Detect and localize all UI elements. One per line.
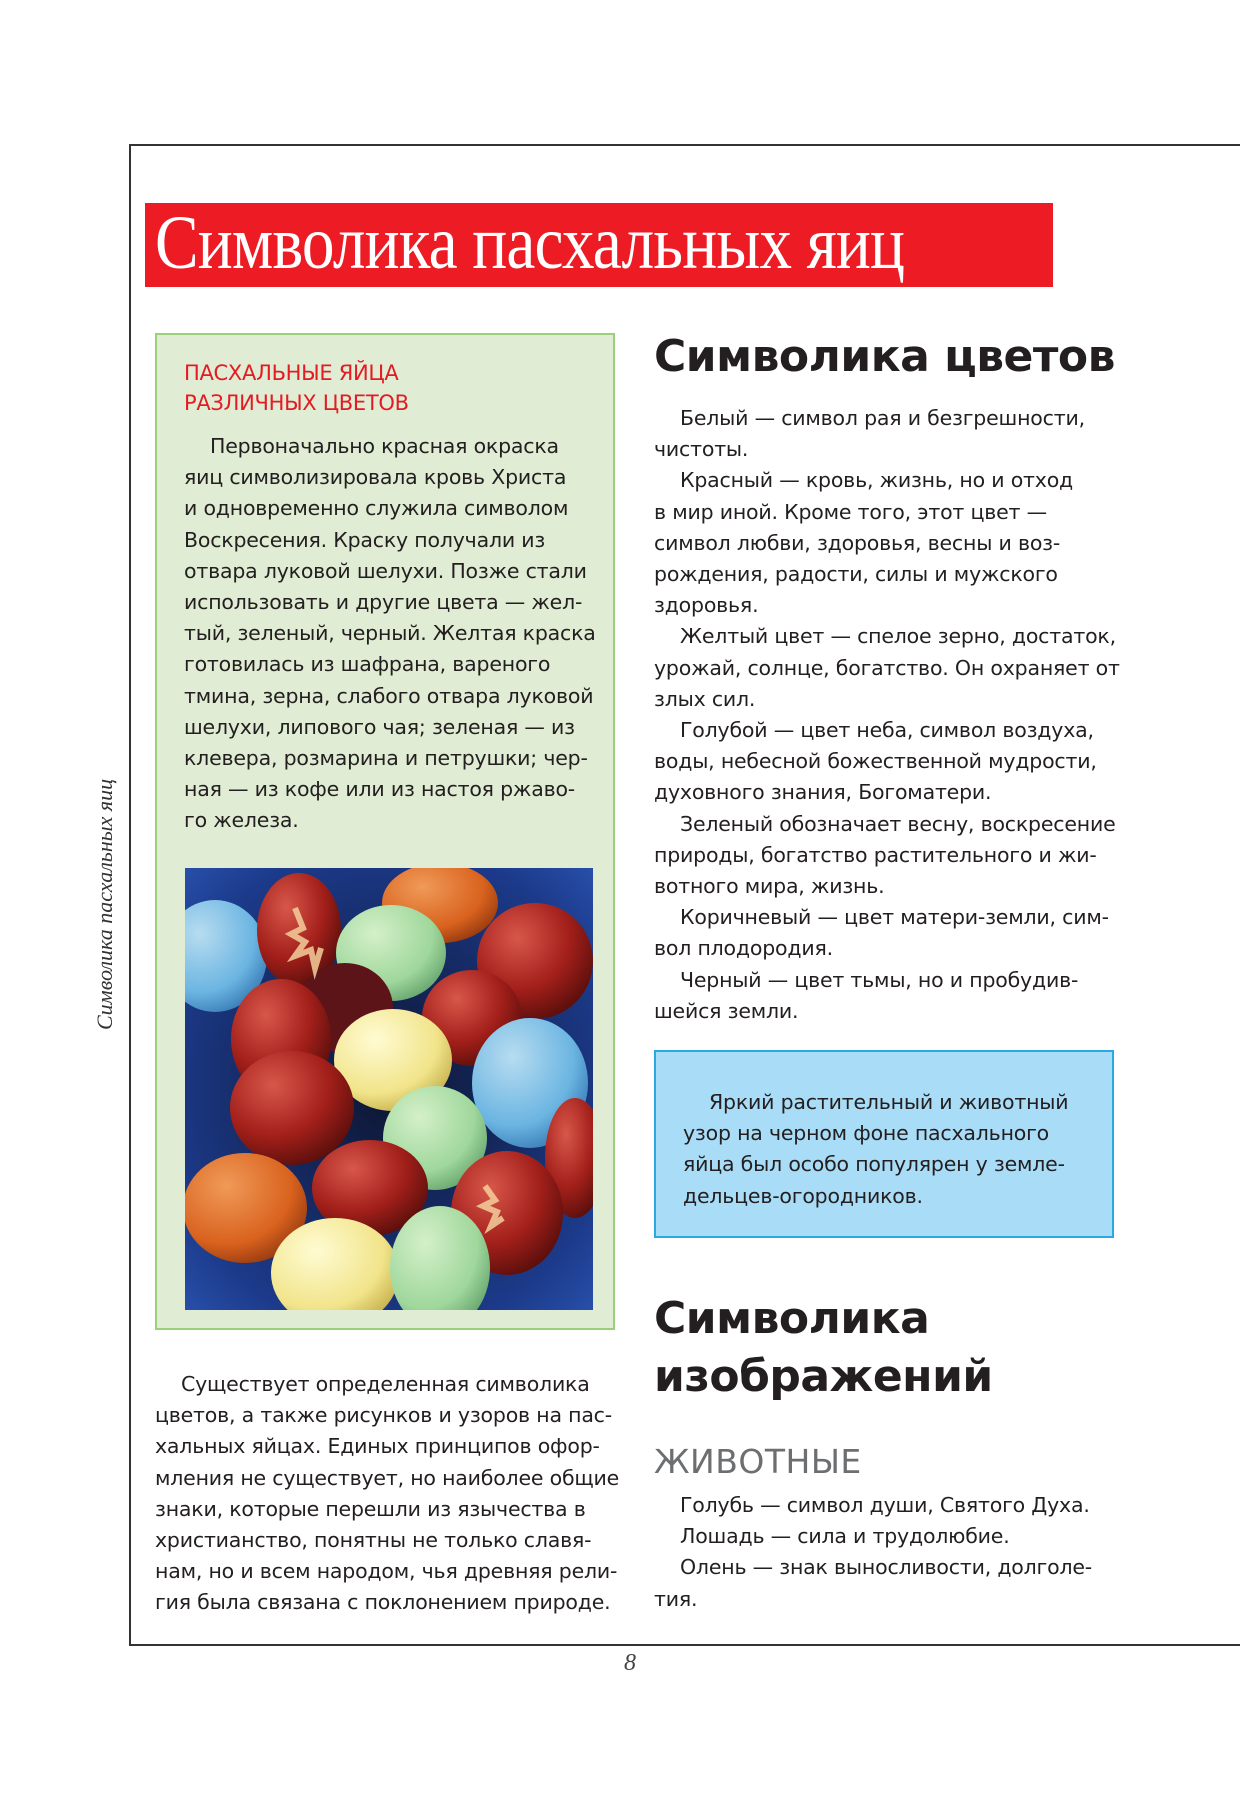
text-line: Черный — цвет тьмы, но и пробудив- <box>680 967 1079 992</box>
intro-paragraph <box>155 1369 625 1619</box>
sidebar-heading-line: РАЗЛИЧНЫХ ЦВЕТОВ <box>184 391 409 415</box>
page-frame-top-rule <box>130 144 1240 146</box>
page-title: Символика пасхальных яиц <box>155 201 905 285</box>
title-banner <box>145 203 1053 287</box>
text-line: яиц символизировала кровь Христа <box>184 465 567 490</box>
images-heading-line: изображений <box>654 1351 993 1402</box>
text-line: символ любви, здоровья, весны и воз- <box>654 530 1061 555</box>
text-line: Голубь — символ души, Святого Духа. <box>680 1493 1090 1517</box>
text-line: дельцев-огородников. <box>683 1183 923 1208</box>
page-number: 8 <box>624 1650 636 1676</box>
text-line: духовного знания, Богоматери. <box>654 780 992 805</box>
text-line: тмина, зерна, слабого отвара луковой <box>184 683 594 708</box>
easter-eggs-photo <box>185 868 593 1310</box>
text-line: Олень — знак выносливости, долголе- <box>680 1555 1092 1580</box>
text-line: и одновременно служила символом <box>184 496 569 521</box>
text-line: ная — из кофе или из настоя ржаво- <box>184 777 575 802</box>
text-line: Зеленый обозначает весну, воскресение <box>680 811 1116 836</box>
text-line: мления не существует, но наиболее общие <box>155 1465 620 1490</box>
text-line: хальных яйцах. Единых принципов офор- <box>155 1434 600 1459</box>
text-line: использовать и другие цвета — жел- <box>184 590 583 615</box>
text-line: Первоначально красная окраска <box>210 434 559 458</box>
text-line: Белый — символ рая и безгрешности, <box>680 406 1085 430</box>
text-line: здоровья. <box>654 593 759 618</box>
running-head: Символика пасхальных яиц <box>92 778 117 1030</box>
text-line: Красный — кровь, жизнь, но и отход <box>680 468 1074 493</box>
page-frame-left-rule <box>129 144 131 1646</box>
text-line: чистоты. <box>654 437 749 462</box>
text-line: готовилась из шафрана, вареного <box>184 652 551 677</box>
text-line: узор на черном фоне пасхального <box>683 1121 1050 1146</box>
text-line: тия. <box>654 1586 698 1611</box>
text-line: гия была связана с поклонением природе. <box>155 1590 611 1615</box>
text-line: Воскресения. Краску получали из <box>184 527 546 552</box>
page-frame-bottom-rule <box>130 1644 1240 1646</box>
text-line: цветов, а также рисунков и узоров на пас- <box>155 1403 612 1428</box>
text-line: урожай, солнце, богатство. Он охраняет от <box>654 655 1120 680</box>
text-line: Коричневый — цвет матери-земли, сим- <box>680 905 1109 930</box>
note-box <box>654 1050 1114 1238</box>
colors-text <box>654 403 1124 1027</box>
text-line: отвара луковой шелухи. Позже стали <box>184 558 587 583</box>
animals-subheading: ЖИВОТНЫЕ <box>654 1442 862 1481</box>
images-heading <box>654 1290 993 1406</box>
text-line: тый, зеленый, черный. Желтая краска <box>184 621 596 646</box>
text-line: Желтый цвет — спелое зерно, достаток, <box>680 624 1116 649</box>
text-line: рождения, радости, силы и мужского <box>654 562 1058 587</box>
text-line: шейся земли. <box>654 998 799 1023</box>
images-heading-line: Символика <box>654 1293 930 1344</box>
text-line: Существует определенная символика <box>181 1372 590 1396</box>
text-line: воды, небесной божественной мудрости, <box>654 749 1097 774</box>
text-line: Яркий растительный и животный <box>709 1090 1069 1114</box>
sidebar-heading <box>184 358 409 418</box>
text-line: яйца был особо популярен у земле- <box>683 1152 1065 1177</box>
text-line: христианство, понятны не только славя- <box>155 1528 592 1553</box>
animals-text <box>654 1490 1124 1615</box>
text-line: злых сил. <box>654 686 756 711</box>
sidebar-text <box>184 431 604 837</box>
sidebar-heading-line: ПАСХАЛЬНЫЕ ЯЙЦА <box>184 361 399 385</box>
text-line: клевера, розмарина и петрушки; чер- <box>184 746 588 771</box>
text-line: природы, богатство растительного и жи- <box>654 842 1097 867</box>
text-line: в мир иной. Кроме того, этот цвет — <box>654 499 1047 524</box>
sidebar-box <box>155 333 615 1330</box>
colors-heading: Символика цветов <box>654 331 1115 382</box>
text-line: нам, но и всем народом, чья древняя рели- <box>155 1559 618 1584</box>
text-line: вотного мира, жизнь. <box>654 874 885 899</box>
text-line: го железа. <box>184 808 299 833</box>
text-line: Голубой — цвет неба, символ воздуха, <box>680 718 1094 743</box>
text-line: Лошадь — сила и трудолюбие. <box>680 1524 1010 1549</box>
text-line: шелухи, липового чая; зеленая — из <box>184 714 575 739</box>
text-line: знаки, которые перешли из язычества в <box>155 1496 586 1521</box>
note-text <box>683 1087 1103 1212</box>
easter-eggs-photo-icon <box>185 868 593 1310</box>
text-line: вол плодородия. <box>654 936 833 961</box>
